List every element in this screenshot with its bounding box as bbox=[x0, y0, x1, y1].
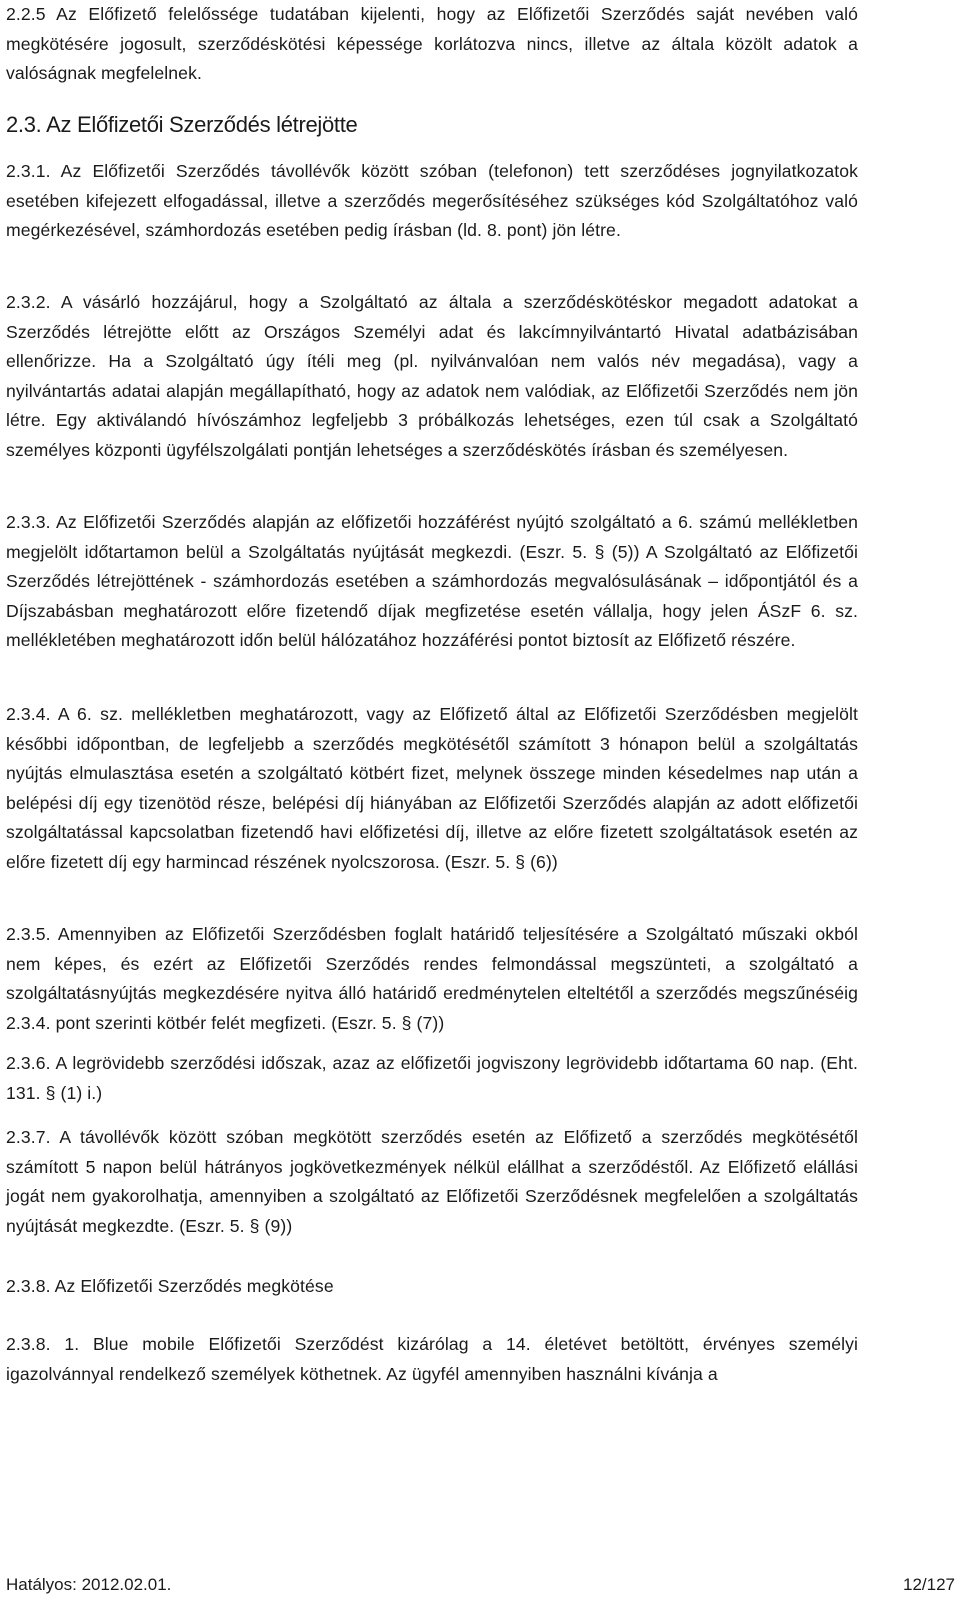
subheading-2-3-8: 2.3.8. Az Előfizetői Szerződés megkötése bbox=[6, 1276, 334, 1296]
paragraph-2-3-3: 2.3.3. Az Előfizetői Szerződés alapján az előfizetői hozzáférést nyújtó szolgáltató a 6. számú mellékletben megjelölt időtartamon belül a Szolgáltatás nyújtását megkezdi. (Eszr. 5. § (5)) A Szolgáltató az Előfizetői Szerződés létrejöttének - számhordozás esetében a számhordozás megvalósulásának – időpontjától és a Díjszabásban meghatározott előre fizetendő díjak megfizetése esetén vállalja, hogy jelen ÁSzF 6. sz. mellékletében meghatározott időn belül hálózatához hozzáférési pontot biztosít az Előfizető részére. bbox=[6, 512, 858, 650]
paragraph-2-3-2: 2.3.2. A vásárló hozzájárul, hogy a Szolgáltató az általa a szerződéskötéskor megadott adatokat a Szerződés létrejötte előtt az Országos Személyi adat és lakcímnyilvántartó Hivatal adatbázisában ellenőrizze. Ha a Szolgáltató úgy ítéli meg (pl. nyilvánvalóan nem valós név megadása), vagy a nyilvántartás adatai alapján megállapítható, hogy az adatok nem valódiak, az Előfizetői Szerződés nem jön létre. Egy aktiválandó hívószámhoz legfeljebb 3 próbálkozás lehetséges, ezen túl csak a Szolgáltató személyes központi ügyfélszolgálati pontján lehetséges a szerződéskötés írásban és személyesen. bbox=[6, 292, 858, 460]
section-heading: 2.3. Az Előfizetői Szerződés létrejötte bbox=[6, 112, 358, 137]
paragraph-2-3-1: 2.3.1. Az Előfizetői Szerződés távollévők között szóban (telefonon) tett szerződéses jognyilatkozatok esetében kifejezett elfogadással, illetve a szerződés megerősítéséhez szükséges kód Szolgáltatóhoz való megérkezésével, számhordozás esetében pedig írásban (ld. 8. pont) jön létre. bbox=[6, 161, 858, 240]
paragraph-2-3-7: 2.3.7. A távollévők között szóban megkötött szerződés esetén az Előfizető a szerződés megkötésétől számított 5 napon belül hátrányos jogkövetkezmények nélkül elállhat a szerződéstől. Az Előfizető elállási jogát nem gyakorolhatja, amennyiben a szolgáltató az Előfizetői Szerződésnek megfelelően a szolgáltatás nyújtását megkezdte. (Eszr. 5. § (9)) bbox=[6, 1127, 858, 1236]
paragraph-2-3-8-1: 2.3.8. 1. Blue mobile Előfizetői Szerződést kizárólag a 14. életévet betöltött, érvényes személyi igazolvánnyal rendelkező személyek köthetnek. Az ügyfél amennyiben használni kívánja a bbox=[6, 1334, 858, 1384]
footer-effective-date: Hatályos: 2012.02.01. bbox=[6, 1575, 172, 1594]
intro-paragraph: 2.2.5 Az Előfizető felelőssége tudatában kijelenti, hogy az Előfizetői Szerződés saját nevében való megkötésére jogosult, szerződéskötési képessége korlátozva nincs, illetve az általa közölt adatok a valóságnak megfelelnek. bbox=[6, 4, 858, 83]
footer-page-number: 12/127 bbox=[903, 1575, 955, 1594]
paragraph-2-3-5: 2.3.5. Amennyiben az Előfizetői Szerződésben foglalt határidő teljesítésére a Szolgáltató műszaki okból nem képes, és ezért az Előfizetői Szerződés rendes felmondással megszünteti, a szolgáltató a szolgáltatásnyújtás megkezdésére nyitva álló határidő eredménytelen elteltétől a szerződés megszűnéséig 2.3.4. pont szerinti kötbér felét megfizeti. (Eszr. 5. § (7)) bbox=[6, 924, 858, 1033]
paragraph-2-3-4: 2.3.4. A 6. sz. mellékletben meghatározott, vagy az Előfizető által az Előfizetői Szerződésben megjelölt későbbi időpontban, de legfeljebb a szerződés megkötésétől számított 3 hónapon belül a szolgáltatás nyújtás elmulasztása esetén a szolgáltató kötbért fizet, melynek összege minden késedelmes nap után a belépési díj egy tizenötöd része, belépési díj hiányában az Előfizetői Szerződés alapján az adott előfizetői szolgáltatással kapcsolatban fizetendő havi előfizetési díj, illetve az előre fizetett szolgáltatások esetén az előre fizetett díj egy harmincad részének nyolcszorosa. (Eszr. 5. § (6)) bbox=[6, 704, 858, 872]
paragraph-2-3-6: 2.3.6. A legrövidebb szerződési időszak, azaz az előfizetői jogviszony legrövidebb időtartama 60 nap. (Eht. 131. § (1) i.) bbox=[6, 1053, 858, 1103]
